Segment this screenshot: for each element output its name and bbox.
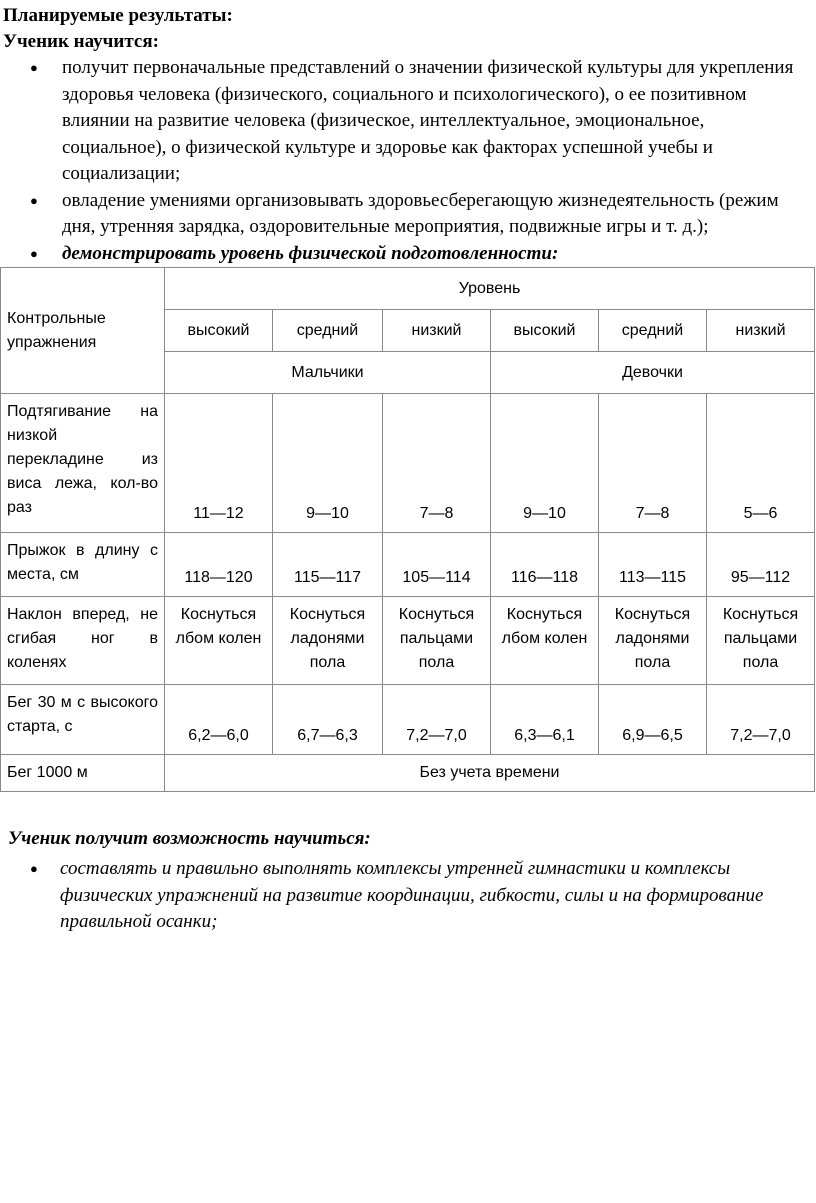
table-corner-cell: Контрольные упражнения — [1, 268, 165, 394]
bullet-icon: ● — [30, 60, 38, 75]
value-cell: Коснуться ладонями пола — [599, 597, 707, 685]
opportunity-list — [0, 856, 816, 936]
list-item-text: овладение умениями организовывать здоровьесберегающую жизнедеятельность (режим дня, утренняя зарядка, оздоровительные мероприятия, подвижные игры и т. д.); — [62, 189, 779, 237]
value-cell: 115—117 — [273, 533, 383, 597]
level-header: средний — [273, 310, 383, 352]
exercise-name: Прыжок в длину с места, см — [1, 533, 165, 597]
value-cell: 113—115 — [599, 533, 707, 597]
value-cell: Коснуться пальцами пола — [383, 597, 491, 685]
table-level-header: Уровень — [165, 268, 815, 310]
heading-planned-results: Планируемые результаты: — [3, 5, 233, 26]
table-row — [1, 394, 815, 533]
table-row — [1, 597, 815, 685]
level-header: низкий — [707, 310, 815, 352]
list-item — [0, 188, 816, 241]
value-cell: 118—120 — [165, 533, 273, 597]
value-cell: Коснуться лбом колен — [491, 597, 599, 685]
boys-header: Мальчики — [165, 352, 491, 394]
list-item — [0, 241, 816, 268]
list-item — [0, 55, 816, 188]
bullet-icon: ● — [30, 192, 38, 208]
table-row — [1, 755, 815, 792]
value-cell: 9—10 — [273, 394, 383, 533]
value-cell: 7—8 — [383, 394, 491, 533]
table-row — [1, 533, 815, 597]
value-cell: 5—6 — [707, 394, 815, 533]
exercise-name: Наклон вперед, не сгибая ног в коленях — [1, 597, 165, 685]
exercise-name: Подтягивание на низкой перекладине из виса лежа, кол-во раз — [1, 394, 165, 533]
list-item-text: составлять и правильно выполнять комплексы утренней гимнастики и комплексы физических упражнений на развитие координации, гибкости, силы и на формирование правильной осанки; — [60, 858, 764, 932]
value-cell: 7—8 — [599, 394, 707, 533]
value-cell: 116—118 — [491, 533, 599, 597]
table-row — [1, 685, 815, 755]
value-cell: 95—112 — [707, 533, 815, 597]
bullet-icon: ● — [30, 861, 38, 876]
value-cell: 105—114 — [383, 533, 491, 597]
value-cell: 7,2—7,0 — [707, 685, 815, 755]
value-cell: 6,3—6,1 — [491, 685, 599, 755]
girls-header: Девочки — [491, 352, 815, 394]
list-item-text: демонстрировать уровень физической подготовленности: — [62, 242, 559, 264]
level-header: средний — [599, 310, 707, 352]
table-header-row — [1, 268, 815, 310]
value-cell: Коснуться пальцами пола — [707, 597, 815, 685]
value-cell: 7,2—7,0 — [383, 685, 491, 755]
heading-opportunity: Ученик получит возможность научиться: — [8, 828, 371, 849]
value-cell: 11—12 — [165, 394, 273, 533]
exercise-name: Бег 30 м с высокого старта, с — [1, 685, 165, 755]
level-header: низкий — [383, 310, 491, 352]
value-cell: 6,2—6,0 — [165, 685, 273, 755]
exercise-name: Бег 1000 м — [1, 755, 165, 792]
value-cell: Коснуться ладонями пола — [273, 597, 383, 685]
list-item-text: получит первоначальные представлений о значении физической культуры для укрепления здоровья человека (физического, социального и психологического), о ее позитивном влиянии на развитие человека (физическое, интеллектуальное, эмоциональное, социальное), о физической культуре и здоровье как факторах успешной учебы и социализации; — [62, 57, 794, 184]
heading-student-will-learn: Ученик научится: — [3, 31, 159, 52]
value-cell: 6,7—6,3 — [273, 685, 383, 755]
value-cell: Без учета времени — [165, 755, 815, 792]
value-cell: Коснуться лбом колен — [165, 597, 273, 685]
value-cell: 6,9—6,5 — [599, 685, 707, 755]
level-header: высокий — [165, 310, 273, 352]
fitness-standards-table — [0, 267, 815, 792]
value-cell: 9—10 — [491, 394, 599, 533]
bullet-icon: ● — [30, 245, 38, 261]
list-item — [0, 856, 816, 936]
learning-outcomes-list — [0, 55, 816, 267]
level-header: высокий — [491, 310, 599, 352]
